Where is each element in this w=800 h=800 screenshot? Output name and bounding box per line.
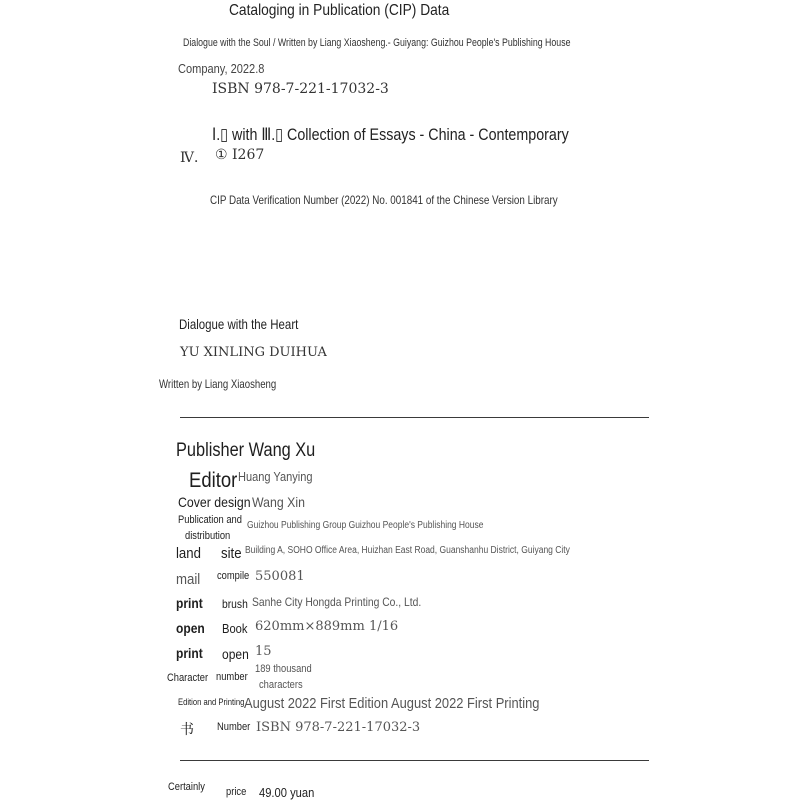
pubdist-value: Guizhou Publishing Group Guizhou People's Publishing House [247,520,484,531]
open-label-b: Book [222,621,248,636]
print-label-b: brush [222,597,248,611]
char-label-a: Character [167,672,209,684]
sheets-value: 15 [255,644,272,659]
book-pinyin: YU XINLING DUIHUA [180,345,327,360]
price-value: 49.00 yuan [259,785,315,800]
mail-label-b: compile [217,570,250,582]
char-value-1: 189 thousand [255,663,312,675]
editor-label: Editor [189,469,238,492]
cover-design-label: Cover design [178,494,251,510]
isbn-label-a: 书 [180,722,194,738]
publisher: Publisher Wang Xu [176,440,316,461]
print-label-a: print [176,595,203,611]
char-value-2: characters [259,679,303,691]
cip-classification: Ⅰ.▯ with Ⅲ.▯ Collection of Essays - China - Contemporary [212,125,569,144]
pubdist-label-2: distribution [185,530,231,542]
mail-label-a: mail [176,571,201,588]
print-value: Sanhe City Hongda Printing Co., Ltd. [252,595,422,609]
editor-value: Huang Yanying [238,469,313,484]
cip-line-1: Dialogue with the Soul / Written by Liang Xiaosheng.- Guiyang: Guizhou People's Publishing House [183,37,571,49]
cover-design-value: Wang Xin [252,494,305,510]
site-value: Building A, SOHO Office Area, Huizhan East Road, Guanshanhu District, Guiyang City [245,545,570,556]
book-title: Dialogue with the Heart [179,316,299,332]
mail-value: 550081 [255,569,305,584]
open-label-a: open [176,620,205,636]
edition-value: August 2022 First Edition August 2022 First Printing [244,695,540,712]
divider-top [180,417,649,418]
price-label-a: Certainly [168,781,205,793]
edition-label: Edition and Printing [178,697,245,707]
isbn-label-b: Number [217,721,251,733]
pubdist-label-1: Publication and [178,514,242,526]
char-label-b: number [216,671,248,683]
cip-class-number: ① I267 [215,147,265,163]
cip-isbn: ISBN 978-7-221-17032-3 [212,81,389,97]
cip-verification: CIP Data Verification Number (2022) No. 001841 of the Chinese Version Library [210,193,558,207]
cip-title: Cataloging in Publication (CIP) Data [229,2,450,19]
site-label-a: land [176,545,201,562]
isbn-value: ISBN 978-7-221-17032-3 [256,720,421,735]
sheets-label-a: print [176,645,203,661]
site-label-b: site [221,545,242,562]
cip-line-2: Company, 2022.8 [178,61,265,76]
cip-class-prefix: Ⅳ． [180,150,208,166]
price-label-b: price [226,786,247,798]
book-author: Written by Liang Xiaosheng [159,377,277,391]
sheets-label-b: open [222,646,249,662]
divider-bottom [180,760,649,761]
open-value: 620mm×889mm 1/16 [255,619,399,634]
